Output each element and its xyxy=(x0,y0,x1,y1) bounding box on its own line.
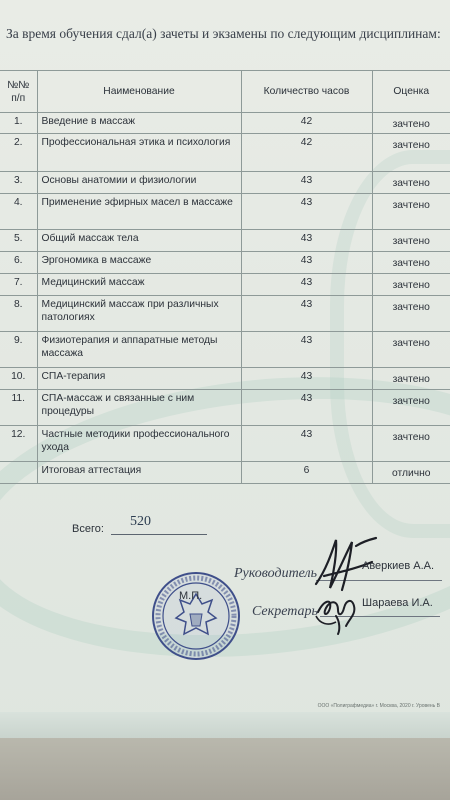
grade-value: зачтено xyxy=(372,172,450,194)
discipline-name: Общий массаж тела xyxy=(37,230,241,252)
seal-icon xyxy=(150,570,242,662)
grade-value: зачтено xyxy=(372,194,450,230)
hours-value: 43 xyxy=(241,274,372,296)
hours-value: 43 xyxy=(241,230,372,252)
hours-value: 43 xyxy=(241,390,372,426)
grade-value: отлично xyxy=(372,462,450,484)
seal-stamp xyxy=(150,570,242,662)
total-underline xyxy=(111,522,207,535)
grade-value: зачтено xyxy=(372,368,450,390)
total-value: 520 xyxy=(130,514,151,529)
grade-value: зачтено xyxy=(372,252,450,274)
discipline-name: СПА-терапия xyxy=(37,368,241,390)
secretary-role: Секретарь xyxy=(252,604,318,619)
table-row xyxy=(0,172,450,194)
row-number: 12. xyxy=(0,426,37,462)
head-role: Руководитель xyxy=(234,566,318,581)
discipline-name: Итоговая аттестация xyxy=(37,462,241,484)
discipline-name: СПА-массаж и связанные с ним процедуры xyxy=(37,390,241,426)
grade-value: зачтено xyxy=(372,274,450,296)
table-row xyxy=(0,113,450,134)
hours-value: 6 xyxy=(241,462,372,484)
table-row xyxy=(0,194,450,230)
secretary-signature xyxy=(310,586,370,638)
discipline-name: Медицинский массаж xyxy=(37,274,241,296)
table-row xyxy=(0,230,450,252)
table-row xyxy=(0,368,450,390)
hours-value: 42 xyxy=(241,134,372,172)
column-header-hours: Количество часов xyxy=(241,71,372,113)
grade-value: зачтено xyxy=(372,390,450,426)
row-number: 10. xyxy=(0,368,37,390)
row-number: 11. xyxy=(0,390,37,426)
discipline-name: Профессиональная этика и психология xyxy=(37,134,241,172)
hours-value: 43 xyxy=(241,172,372,194)
table-header-row xyxy=(0,71,450,113)
column-header-num: №№ п/п xyxy=(0,71,37,113)
grade-value: зачтено xyxy=(372,113,450,134)
row-number: 9. xyxy=(0,332,37,368)
row-number: 6. xyxy=(0,252,37,274)
row-number: 2. xyxy=(0,134,37,172)
grade-value: зачтено xyxy=(372,296,450,332)
stamp-placeholder-label: М.П. xyxy=(179,590,203,602)
table-row xyxy=(0,296,450,332)
hours-value: 43 xyxy=(241,426,372,462)
table-row xyxy=(0,274,450,296)
secretary-name: Шараева И.А. xyxy=(362,597,433,609)
table-row xyxy=(0,462,450,484)
table-row xyxy=(0,426,450,462)
printer-imprint: ООО «Полиграфмедиа» г. Москва, 2020 г. Уровень В xyxy=(317,703,440,709)
discipline-name: Эргономика в массаже xyxy=(37,252,241,274)
background-surface xyxy=(0,738,450,800)
hours-value: 43 xyxy=(241,332,372,368)
page-fold xyxy=(0,712,450,738)
column-header-name: Наименование xyxy=(37,71,241,113)
row-number: 7. xyxy=(0,274,37,296)
hours-value: 43 xyxy=(241,252,372,274)
row-number: 3. xyxy=(0,172,37,194)
table-row xyxy=(0,390,450,426)
table-row xyxy=(0,252,450,274)
grade-value: зачтено xyxy=(372,134,450,172)
discipline-name: Физиотерапия и аппаратные методы массажа xyxy=(37,332,241,368)
discipline-name: Основы анатомии и физиологии xyxy=(37,172,241,194)
hours-value: 43 xyxy=(241,368,372,390)
hours-value: 42 xyxy=(241,113,372,134)
total-label: Всего: xyxy=(72,523,104,535)
grade-value: зачтено xyxy=(372,230,450,252)
grade-value: зачтено xyxy=(372,332,450,368)
grade-value: зачтено xyxy=(372,426,450,462)
total-hours xyxy=(72,514,207,535)
row-number: 8. xyxy=(0,296,37,332)
discipline-name: Медицинский массаж при различных патологиях xyxy=(37,296,241,332)
table-row xyxy=(0,134,450,172)
row-number: 1. xyxy=(0,113,37,134)
row-number: 4. xyxy=(0,194,37,230)
discipline-name: Введение в массаж xyxy=(37,113,241,134)
discipline-name: Частные методики профессионального ухода xyxy=(37,426,241,462)
row-number xyxy=(0,462,37,484)
hours-value: 43 xyxy=(241,296,372,332)
table-row xyxy=(0,332,450,368)
row-number: 5. xyxy=(0,230,37,252)
head-name: Аверкиев А.А. xyxy=(362,560,435,572)
disciplines-table xyxy=(0,70,450,484)
hours-value: 43 xyxy=(241,194,372,230)
page-heading: За время обучения сдал(а) зачеты и экзамены по следующим дисциплинам: xyxy=(6,26,441,41)
discipline-name: Применение эфирных масел в массаже xyxy=(37,194,241,230)
column-header-grade: Оценка xyxy=(372,71,450,113)
